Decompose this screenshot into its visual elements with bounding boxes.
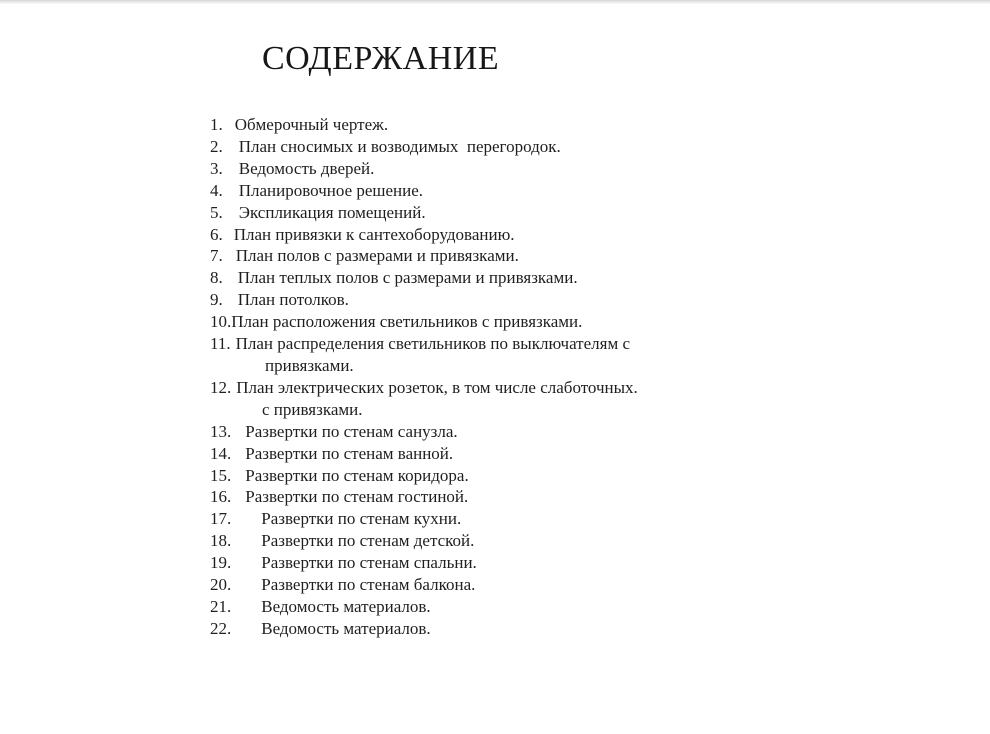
toc-item-number: 8.: [210, 268, 223, 288]
toc-item-number: 4.: [210, 180, 223, 200]
toc-item-number: 15.: [210, 465, 232, 485]
toc-item-15: [210, 465, 638, 487]
page-top-edge: [0, 0, 990, 4]
toc-item-text: Развертки по стенам кухни.: [261, 509, 462, 529]
toc-item-number: 7.: [210, 246, 223, 266]
toc-item-text: План теплых полов с размерами и привязками.: [237, 268, 578, 288]
toc-item-3: [210, 158, 638, 180]
toc-item-text: План сносимых и возводимых перегородок.: [238, 136, 561, 156]
toc-item-number: 3.: [210, 158, 223, 178]
toc-item-text: Развертки по стенам санузла.: [245, 421, 458, 441]
toc-item-12: [210, 377, 638, 399]
toc-item-22: [210, 618, 638, 640]
toc-item-text: Развертки по стенам ванной.: [245, 443, 454, 463]
toc-item-text: Развертки по стенам гостиной.: [245, 487, 469, 507]
toc-item-14: [210, 443, 638, 465]
toc-item-number: 12.: [210, 377, 232, 397]
toc-item-text: План привязки к сантехоборудованию.: [233, 224, 515, 244]
toc-item-19: [210, 552, 638, 574]
toc-item-4: [210, 180, 638, 202]
toc-item-12-continuation: с привязками.: [262, 399, 363, 419]
toc-item-number: 13.: [210, 421, 232, 441]
toc-item-9: [210, 289, 638, 311]
toc-item-text: План распределения светильников по выключателям с: [235, 334, 631, 354]
toc-item-number: 1.: [210, 115, 223, 134]
toc-item-text: Развертки по стенам балкона.: [261, 575, 476, 595]
toc-item-number: 19.: [210, 553, 232, 573]
toc-item-8: [210, 267, 638, 289]
toc-item-number: 22.: [210, 618, 232, 638]
toc-item-10: [210, 311, 638, 333]
toc-item-11-continuation: привязками.: [265, 355, 354, 375]
toc-item-number: 2.: [210, 136, 223, 156]
toc-item-text: Развертки по стенам спальни.: [261, 553, 477, 573]
toc-item-7: [210, 245, 638, 267]
toc-item-6: [210, 224, 638, 246]
toc-item-2: [210, 136, 638, 158]
toc-item-number: 14.: [210, 443, 232, 463]
toc-item-number: 11.: [210, 334, 231, 354]
toc-item-text: Ведомость материалов.: [261, 618, 431, 638]
toc-item-number: 6.: [210, 224, 223, 244]
toc-item-text: Планировочное решение.: [238, 180, 424, 200]
toc-item-text: Ведомость материалов.: [261, 596, 431, 616]
toc-item-text: Развертки по стенам коридора.: [245, 465, 469, 485]
page-title: СОДЕРЖАНИЕ: [262, 40, 500, 77]
toc-item-number: 10.: [210, 312, 232, 332]
toc-item-number: 17.: [210, 509, 232, 529]
toc-item-text: Ведомость дверей.: [238, 158, 375, 178]
toc-item-number: 5.: [210, 202, 223, 222]
toc-item-number: 16.: [210, 487, 232, 507]
toc-item-number: 21.: [210, 596, 232, 616]
toc-item-16: [210, 486, 638, 508]
toc-item-text: План полов с размерами и привязками.: [235, 246, 519, 266]
toc-item-text: План электрических розеток, в том числе слаботочных.: [236, 377, 638, 397]
toc-item-11: [210, 333, 638, 355]
toc-item-5: [210, 202, 638, 224]
toc-item-17: [210, 508, 638, 530]
toc-list: [210, 114, 638, 640]
toc-item-text: План расположения светильников с привязками.: [231, 312, 583, 332]
toc-item-text: Экспликация помещений.: [238, 202, 426, 222]
toc-item-number: 9.: [210, 290, 223, 310]
toc-item-18: [210, 530, 638, 552]
toc-item-text: Обмерочный чертеж.: [234, 115, 389, 134]
toc-item-21: [210, 596, 638, 618]
toc-item-1: [210, 114, 638, 136]
toc-item-text: План потолков.: [237, 290, 349, 310]
toc-item-13: [210, 421, 638, 443]
toc-item-number: 18.: [210, 531, 232, 551]
toc-item-number: 20.: [210, 575, 232, 595]
toc-item-text: Развертки по стенам детской.: [261, 531, 475, 551]
toc-item-20: [210, 574, 638, 596]
